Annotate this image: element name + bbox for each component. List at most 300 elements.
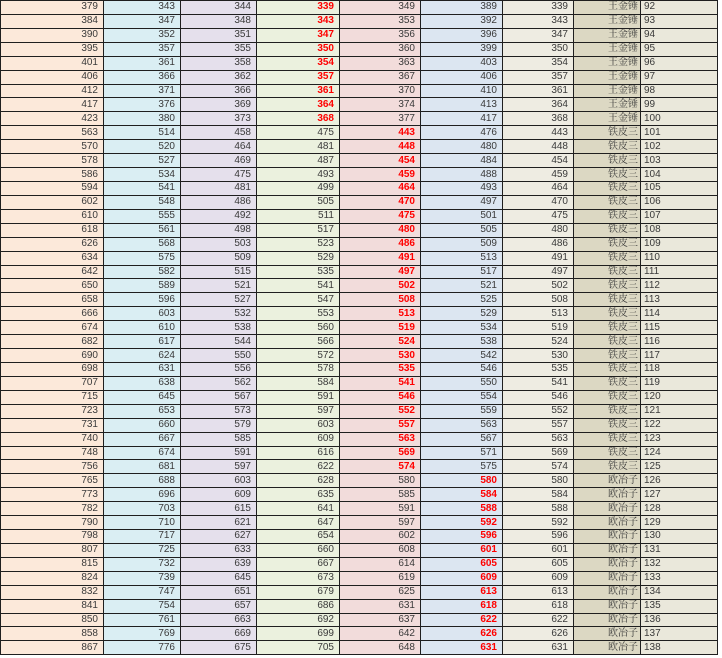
name-cell[interactable]: 铁皮三 <box>574 446 641 460</box>
value-cell[interactable]: 517 <box>257 223 340 237</box>
value-cell[interactable]: 769 <box>104 627 181 641</box>
value-cell[interactable]: 368 <box>503 112 574 126</box>
value-cell[interactable]: 626 <box>1 237 104 251</box>
id-cell[interactable]: 99 <box>641 98 718 112</box>
value-cell[interactable]: 513 <box>340 307 421 321</box>
value-cell[interactable]: 553 <box>257 307 340 321</box>
name-cell[interactable]: 铁皮三 <box>574 307 641 321</box>
value-cell[interactable]: 524 <box>503 335 574 349</box>
name-cell[interactable]: 欧冶子 <box>574 613 641 627</box>
id-cell[interactable]: 105 <box>641 181 718 195</box>
id-cell[interactable]: 95 <box>641 42 718 56</box>
value-cell[interactable]: 470 <box>503 195 574 209</box>
value-cell[interactable]: 464 <box>340 181 421 195</box>
value-cell[interactable]: 410 <box>421 84 503 98</box>
value-cell[interactable]: 761 <box>104 613 181 627</box>
name-cell[interactable]: 铁皮三 <box>574 418 641 432</box>
value-cell[interactable]: 524 <box>340 335 421 349</box>
value-cell[interactable]: 362 <box>181 70 257 84</box>
value-cell[interactable]: 350 <box>257 42 340 56</box>
value-cell[interactable]: 497 <box>340 265 421 279</box>
value-cell[interactable]: 597 <box>181 460 257 474</box>
value-cell[interactable]: 513 <box>503 307 574 321</box>
value-cell[interactable]: 492 <box>181 209 257 223</box>
value-cell[interactable]: 343 <box>257 14 340 28</box>
value-cell[interactable]: 561 <box>104 223 181 237</box>
id-cell[interactable]: 98 <box>641 84 718 98</box>
value-cell[interactable]: 541 <box>257 279 340 293</box>
value-cell[interactable]: 653 <box>104 404 181 418</box>
value-cell[interactable]: 469 <box>181 154 257 168</box>
value-cell[interactable]: 723 <box>1 404 104 418</box>
value-cell[interactable]: 625 <box>340 585 421 599</box>
value-cell[interactable]: 363 <box>340 56 421 70</box>
value-cell[interactable]: 355 <box>181 42 257 56</box>
value-cell[interactable]: 519 <box>340 321 421 335</box>
id-cell[interactable]: 118 <box>641 362 718 376</box>
value-cell[interactable]: 364 <box>257 98 340 112</box>
value-cell[interactable]: 682 <box>1 335 104 349</box>
value-cell[interactable]: 614 <box>340 557 421 571</box>
value-cell[interactable]: 626 <box>503 627 574 641</box>
value-cell[interactable]: 357 <box>104 42 181 56</box>
id-cell[interactable]: 127 <box>641 488 718 502</box>
value-cell[interactable]: 475 <box>181 168 257 182</box>
id-cell[interactable]: 101 <box>641 126 718 140</box>
value-cell[interactable]: 679 <box>257 585 340 599</box>
value-cell[interactable]: 443 <box>503 126 574 140</box>
id-cell[interactable]: 121 <box>641 404 718 418</box>
name-cell[interactable]: 铁皮三 <box>574 390 641 404</box>
name-cell[interactable]: 欧冶子 <box>574 516 641 530</box>
value-cell[interactable]: 535 <box>257 265 340 279</box>
value-cell[interactable]: 748 <box>1 446 104 460</box>
value-cell[interactable]: 669 <box>181 627 257 641</box>
value-cell[interactable]: 570 <box>1 140 104 154</box>
value-cell[interactable]: 529 <box>257 251 340 265</box>
value-cell[interactable]: 448 <box>503 140 574 154</box>
value-cell[interactable]: 373 <box>181 112 257 126</box>
value-cell[interactable]: 673 <box>257 571 340 585</box>
name-cell[interactable]: 王金锤 <box>574 70 641 84</box>
id-cell[interactable]: 102 <box>641 140 718 154</box>
value-cell[interactable]: 361 <box>104 56 181 70</box>
value-cell[interactable]: 597 <box>340 516 421 530</box>
value-cell[interactable]: 454 <box>503 154 574 168</box>
id-cell[interactable]: 123 <box>641 432 718 446</box>
value-cell[interactable]: 343 <box>503 14 574 28</box>
value-cell[interactable]: 530 <box>503 349 574 363</box>
value-cell[interactable]: 486 <box>181 195 257 209</box>
value-cell[interactable]: 563 <box>421 418 503 432</box>
value-cell[interactable]: 681 <box>104 460 181 474</box>
value-cell[interactable]: 384 <box>1 14 104 28</box>
value-cell[interactable]: 650 <box>1 279 104 293</box>
name-cell[interactable]: 王金锤 <box>574 14 641 28</box>
name-cell[interactable]: 铁皮三 <box>574 154 641 168</box>
id-cell[interactable]: 119 <box>641 376 718 390</box>
id-cell[interactable]: 112 <box>641 279 718 293</box>
name-cell[interactable]: 王金锤 <box>574 98 641 112</box>
value-cell[interactable]: 491 <box>503 251 574 265</box>
name-cell[interactable]: 王金锤 <box>574 28 641 42</box>
value-cell[interactable]: 544 <box>181 335 257 349</box>
value-cell[interactable]: 509 <box>421 237 503 251</box>
value-cell[interactable]: 601 <box>503 543 574 557</box>
value-cell[interactable]: 622 <box>421 613 503 627</box>
value-cell[interactable]: 562 <box>181 376 257 390</box>
value-cell[interactable]: 520 <box>104 140 181 154</box>
value-cell[interactable]: 481 <box>181 181 257 195</box>
value-cell[interactable]: 358 <box>181 56 257 70</box>
value-cell[interactable]: 508 <box>340 293 421 307</box>
value-cell[interactable]: 501 <box>421 209 503 223</box>
value-cell[interactable]: 815 <box>1 557 104 571</box>
id-cell[interactable]: 93 <box>641 14 718 28</box>
value-cell[interactable]: 657 <box>181 599 257 613</box>
value-cell[interactable]: 555 <box>104 209 181 223</box>
id-cell[interactable]: 109 <box>641 237 718 251</box>
id-cell[interactable]: 92 <box>641 1 718 15</box>
name-cell[interactable]: 欧冶子 <box>574 585 641 599</box>
value-cell[interactable]: 603 <box>181 474 257 488</box>
value-cell[interactable]: 631 <box>421 641 503 655</box>
name-cell[interactable]: 王金锤 <box>574 56 641 70</box>
name-cell[interactable]: 王金锤 <box>574 1 641 15</box>
value-cell[interactable]: 475 <box>340 209 421 223</box>
value-cell[interactable]: 395 <box>1 42 104 56</box>
name-cell[interactable]: 铁皮三 <box>574 126 641 140</box>
value-cell[interactable]: 580 <box>503 474 574 488</box>
name-cell[interactable]: 铁皮三 <box>574 140 641 154</box>
value-cell[interactable]: 608 <box>340 543 421 557</box>
value-cell[interactable]: 366 <box>181 84 257 98</box>
name-cell[interactable]: 铁皮三 <box>574 181 641 195</box>
name-cell[interactable]: 铁皮三 <box>574 195 641 209</box>
value-cell[interactable]: 532 <box>181 307 257 321</box>
id-cell[interactable]: 125 <box>641 460 718 474</box>
value-cell[interactable]: 603 <box>257 418 340 432</box>
value-cell[interactable]: 361 <box>503 84 574 98</box>
name-cell[interactable]: 铁皮三 <box>574 237 641 251</box>
value-cell[interactable]: 591 <box>257 390 340 404</box>
value-cell[interactable]: 357 <box>257 70 340 84</box>
value-cell[interactable]: 588 <box>503 502 574 516</box>
value-cell[interactable]: 569 <box>503 446 574 460</box>
value-cell[interactable]: 603 <box>104 307 181 321</box>
value-cell[interactable]: 617 <box>104 335 181 349</box>
value-cell[interactable]: 560 <box>257 321 340 335</box>
value-cell[interactable]: 627 <box>181 530 257 544</box>
value-cell[interactable]: 406 <box>421 70 503 84</box>
value-cell[interactable]: 642 <box>340 627 421 641</box>
value-cell[interactable]: 521 <box>421 279 503 293</box>
value-cell[interactable]: 356 <box>340 28 421 42</box>
value-cell[interactable]: 572 <box>257 349 340 363</box>
value-cell[interactable]: 347 <box>503 28 574 42</box>
value-cell[interactable]: 535 <box>340 362 421 376</box>
value-cell[interactable]: 486 <box>503 237 574 251</box>
value-cell[interactable]: 515 <box>181 265 257 279</box>
value-cell[interactable]: 782 <box>1 502 104 516</box>
value-cell[interactable]: 470 <box>340 195 421 209</box>
value-cell[interactable]: 403 <box>421 56 503 70</box>
value-cell[interactable]: 396 <box>421 28 503 42</box>
value-cell[interactable]: 674 <box>104 446 181 460</box>
id-cell[interactable]: 108 <box>641 223 718 237</box>
value-cell[interactable]: 621 <box>181 516 257 530</box>
name-cell[interactable]: 铁皮三 <box>574 209 641 223</box>
value-cell[interactable]: 638 <box>104 376 181 390</box>
value-cell[interactable]: 563 <box>340 432 421 446</box>
id-cell[interactable]: 132 <box>641 557 718 571</box>
value-cell[interactable]: 443 <box>340 126 421 140</box>
value-cell[interactable]: 475 <box>257 126 340 140</box>
value-cell[interactable]: 502 <box>503 279 574 293</box>
value-cell[interactable]: 647 <box>257 516 340 530</box>
name-cell[interactable]: 铁皮三 <box>574 265 641 279</box>
value-cell[interactable]: 867 <box>1 641 104 655</box>
value-cell[interactable]: 571 <box>421 446 503 460</box>
value-cell[interactable]: 584 <box>503 488 574 502</box>
value-cell[interactable]: 357 <box>503 70 574 84</box>
value-cell[interactable]: 739 <box>104 571 181 585</box>
value-cell[interactable]: 480 <box>421 140 503 154</box>
value-cell[interactable]: 354 <box>503 56 574 70</box>
value-cell[interactable]: 376 <box>104 98 181 112</box>
id-cell[interactable]: 128 <box>641 502 718 516</box>
value-cell[interactable]: 594 <box>1 181 104 195</box>
id-cell[interactable]: 135 <box>641 599 718 613</box>
value-cell[interactable]: 527 <box>181 293 257 307</box>
name-cell[interactable]: 铁皮三 <box>574 362 641 376</box>
value-cell[interactable]: 584 <box>421 488 503 502</box>
value-cell[interactable]: 648 <box>340 641 421 655</box>
value-cell[interactable]: 658 <box>1 293 104 307</box>
name-cell[interactable]: 欧冶子 <box>574 599 641 613</box>
value-cell[interactable]: 602 <box>1 195 104 209</box>
value-cell[interactable]: 542 <box>421 349 503 363</box>
value-cell[interactable]: 514 <box>104 126 181 140</box>
id-cell[interactable]: 136 <box>641 613 718 627</box>
value-cell[interactable]: 505 <box>257 195 340 209</box>
value-cell[interactable]: 698 <box>1 362 104 376</box>
value-cell[interactable]: 710 <box>104 516 181 530</box>
value-cell[interactable]: 367 <box>340 70 421 84</box>
value-cell[interactable]: 725 <box>104 543 181 557</box>
value-cell[interactable]: 591 <box>340 502 421 516</box>
value-cell[interactable]: 519 <box>503 321 574 335</box>
id-cell[interactable]: 115 <box>641 321 718 335</box>
name-cell[interactable]: 铁皮三 <box>574 168 641 182</box>
value-cell[interactable]: 609 <box>503 571 574 585</box>
name-cell[interactable]: 欧冶子 <box>574 543 641 557</box>
name-cell[interactable]: 欧冶子 <box>574 502 641 516</box>
id-cell[interactable]: 138 <box>641 641 718 655</box>
value-cell[interactable]: 633 <box>181 543 257 557</box>
id-cell[interactable]: 130 <box>641 530 718 544</box>
value-cell[interactable]: 579 <box>181 418 257 432</box>
value-cell[interactable]: 841 <box>1 599 104 613</box>
value-cell[interactable]: 502 <box>340 279 421 293</box>
value-cell[interactable]: 349 <box>340 1 421 15</box>
id-cell[interactable]: 120 <box>641 390 718 404</box>
value-cell[interactable]: 475 <box>503 209 574 223</box>
value-cell[interactable]: 645 <box>181 571 257 585</box>
value-cell[interactable]: 776 <box>104 641 181 655</box>
value-cell[interactable]: 592 <box>421 516 503 530</box>
value-cell[interactable]: 610 <box>104 321 181 335</box>
value-cell[interactable]: 548 <box>104 195 181 209</box>
value-cell[interactable]: 406 <box>1 70 104 84</box>
value-cell[interactable]: 339 <box>257 1 340 15</box>
value-cell[interactable]: 481 <box>257 140 340 154</box>
value-cell[interactable]: 688 <box>104 474 181 488</box>
value-cell[interactable]: 339 <box>503 1 574 15</box>
value-cell[interactable]: 546 <box>503 390 574 404</box>
id-cell[interactable]: 104 <box>641 168 718 182</box>
value-cell[interactable]: 459 <box>340 168 421 182</box>
name-cell[interactable]: 铁皮三 <box>574 404 641 418</box>
id-cell[interactable]: 122 <box>641 418 718 432</box>
value-cell[interactable]: 686 <box>257 599 340 613</box>
value-cell[interactable]: 493 <box>257 168 340 182</box>
id-cell[interactable]: 106 <box>641 195 718 209</box>
id-cell[interactable]: 107 <box>641 209 718 223</box>
value-cell[interactable]: 807 <box>1 543 104 557</box>
value-cell[interactable]: 641 <box>257 502 340 516</box>
value-cell[interactable]: 574 <box>503 460 574 474</box>
value-cell[interactable]: 552 <box>340 404 421 418</box>
value-cell[interactable]: 601 <box>421 543 503 557</box>
value-cell[interactable]: 624 <box>104 349 181 363</box>
value-cell[interactable]: 634 <box>1 251 104 265</box>
value-cell[interactable]: 511 <box>257 209 340 223</box>
value-cell[interactable]: 660 <box>104 418 181 432</box>
value-cell[interactable]: 597 <box>257 404 340 418</box>
value-cell[interactable]: 631 <box>340 599 421 613</box>
value-cell[interactable]: 705 <box>257 641 340 655</box>
value-cell[interactable]: 360 <box>340 42 421 56</box>
value-cell[interactable]: 348 <box>181 14 257 28</box>
value-cell[interactable]: 344 <box>181 1 257 15</box>
value-cell[interactable]: 487 <box>257 154 340 168</box>
value-cell[interactable]: 458 <box>181 126 257 140</box>
name-cell[interactable]: 铁皮三 <box>574 460 641 474</box>
value-cell[interactable]: 550 <box>421 376 503 390</box>
id-cell[interactable]: 100 <box>641 112 718 126</box>
id-cell[interactable]: 113 <box>641 293 718 307</box>
value-cell[interactable]: 527 <box>104 154 181 168</box>
value-cell[interactable]: 480 <box>503 223 574 237</box>
value-cell[interactable]: 591 <box>181 446 257 460</box>
value-cell[interactable]: 740 <box>1 432 104 446</box>
value-cell[interactable]: 674 <box>1 321 104 335</box>
value-cell[interactable]: 592 <box>503 516 574 530</box>
value-cell[interactable]: 399 <box>421 42 503 56</box>
value-cell[interactable]: 747 <box>104 585 181 599</box>
value-cell[interactable]: 696 <box>104 488 181 502</box>
value-cell[interactable]: 578 <box>257 362 340 376</box>
value-cell[interactable]: 731 <box>1 418 104 432</box>
value-cell[interactable]: 588 <box>421 502 503 516</box>
value-cell[interactable]: 567 <box>421 432 503 446</box>
id-cell[interactable]: 129 <box>641 516 718 530</box>
value-cell[interactable]: 488 <box>421 168 503 182</box>
value-cell[interactable]: 651 <box>181 585 257 599</box>
value-cell[interactable]: 517 <box>421 265 503 279</box>
value-cell[interactable]: 663 <box>181 613 257 627</box>
value-cell[interactable]: 618 <box>1 223 104 237</box>
value-cell[interactable]: 703 <box>104 502 181 516</box>
value-cell[interactable]: 616 <box>257 446 340 460</box>
value-cell[interactable]: 559 <box>421 404 503 418</box>
id-cell[interactable]: 96 <box>641 56 718 70</box>
value-cell[interactable]: 613 <box>421 585 503 599</box>
value-cell[interactable]: 637 <box>340 613 421 627</box>
value-cell[interactable]: 546 <box>421 362 503 376</box>
value-cell[interactable]: 530 <box>340 349 421 363</box>
value-cell[interactable]: 635 <box>257 488 340 502</box>
value-cell[interactable]: 575 <box>421 460 503 474</box>
value-cell[interactable]: 631 <box>104 362 181 376</box>
value-cell[interactable]: 464 <box>503 181 574 195</box>
value-cell[interactable]: 580 <box>421 474 503 488</box>
value-cell[interactable]: 790 <box>1 516 104 530</box>
name-cell[interactable]: 欧冶子 <box>574 488 641 502</box>
name-cell[interactable]: 欧冶子 <box>574 530 641 544</box>
value-cell[interactable]: 371 <box>104 84 181 98</box>
id-cell[interactable]: 124 <box>641 446 718 460</box>
name-cell[interactable]: 欧冶子 <box>574 557 641 571</box>
value-cell[interactable]: 556 <box>181 362 257 376</box>
value-cell[interactable]: 491 <box>340 251 421 265</box>
value-cell[interactable]: 615 <box>181 502 257 516</box>
value-cell[interactable]: 798 <box>1 530 104 544</box>
value-cell[interactable]: 377 <box>340 112 421 126</box>
value-cell[interactable]: 361 <box>257 84 340 98</box>
value-cell[interactable]: 707 <box>1 376 104 390</box>
name-cell[interactable]: 铁皮三 <box>574 321 641 335</box>
value-cell[interactable]: 476 <box>421 126 503 140</box>
value-cell[interactable]: 380 <box>104 112 181 126</box>
value-cell[interactable]: 574 <box>340 460 421 474</box>
value-cell[interactable]: 547 <box>257 293 340 307</box>
id-cell[interactable]: 97 <box>641 70 718 84</box>
value-cell[interactable]: 538 <box>181 321 257 335</box>
value-cell[interactable]: 609 <box>181 488 257 502</box>
value-cell[interactable]: 557 <box>340 418 421 432</box>
value-cell[interactable]: 364 <box>503 98 574 112</box>
value-cell[interactable]: 596 <box>421 530 503 544</box>
value-cell[interactable]: 347 <box>104 14 181 28</box>
value-cell[interactable]: 654 <box>257 530 340 544</box>
value-cell[interactable]: 541 <box>503 376 574 390</box>
value-cell[interactable]: 765 <box>1 474 104 488</box>
name-cell[interactable]: 铁皮三 <box>574 349 641 363</box>
value-cell[interactable]: 497 <box>503 265 574 279</box>
value-cell[interactable]: 568 <box>104 237 181 251</box>
value-cell[interactable]: 513 <box>421 251 503 265</box>
name-cell[interactable]: 铁皮三 <box>574 223 641 237</box>
value-cell[interactable]: 541 <box>340 376 421 390</box>
value-cell[interactable]: 582 <box>104 265 181 279</box>
value-cell[interactable]: 448 <box>340 140 421 154</box>
value-cell[interactable]: 602 <box>340 530 421 544</box>
value-cell[interactable]: 569 <box>340 446 421 460</box>
value-cell[interactable]: 573 <box>181 404 257 418</box>
value-cell[interactable]: 552 <box>503 404 574 418</box>
